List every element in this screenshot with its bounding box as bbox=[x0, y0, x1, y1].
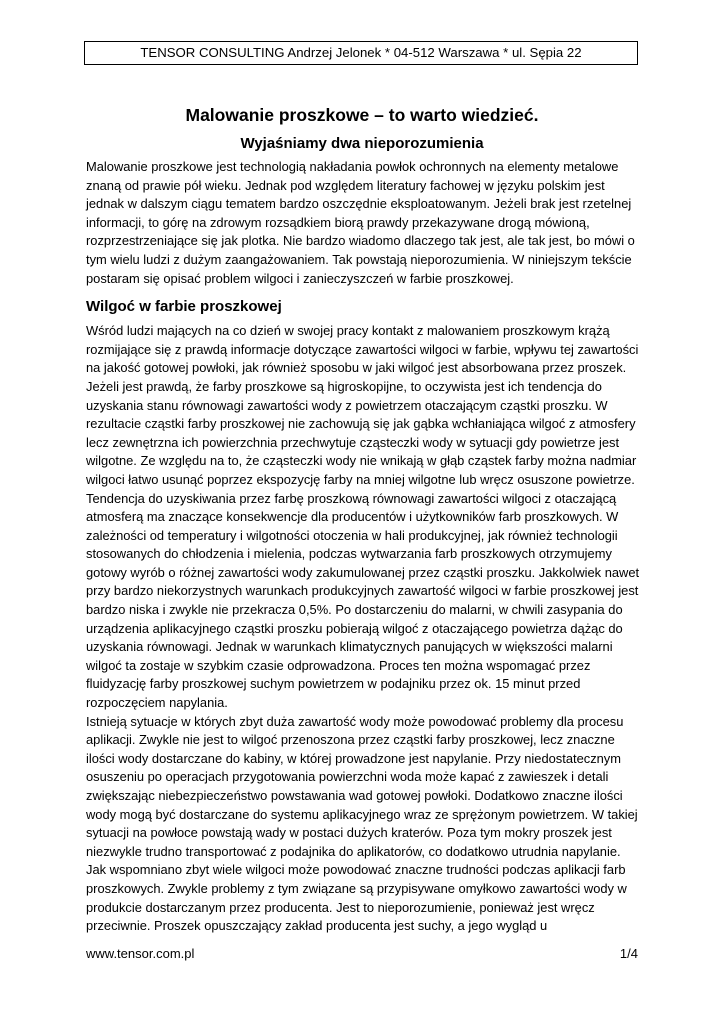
section-heading-moisture: Wilgoć w farbie proszkowej bbox=[86, 298, 282, 316]
body-paragraph: Istnieją sytuacje w których zbyt duża zawartość wody może powodować problemy dla procesu aplikacji. Zwykle nie jest to wilgoć przenoszona przez cząstki farby proszkowej, lecz znaczne ilości wody dostarczane do kabiny, w której prowadzone jest napylanie. Przy niedostatecznym osuszeniu po operacjach przygotowania powierzchni woda może kapać z zawieszek i detali zwiększając niebezpieczeństwo powstawania wad gotowej powłoki. Dodatkowo znaczne ilości wody mogą być dostarczane do systemu aplikacyjnego wraz ze sprężonym powietrzem. W takiej sytuacji na powłoce powstają wady w postaci dużych kraterów. Poza tym mokry proszek jest niezwykle trudno transportować z podajnika do aplikatorów, co dodatkowo utrudnia napylanie. bbox=[86, 713, 638, 859]
page-subtitle: Wyjaśniamy dwa nieporozumienia bbox=[240, 135, 484, 152]
page-title: Malowanie proszkowe – to warto wiedzieć. bbox=[185, 105, 539, 125]
footer-website-link[interactable]: www.tensor.com.pl bbox=[86, 946, 195, 961]
body-paragraph: Tendencja do uzyskiwania przez farbę proszkową równowagi zawartości wilgoci z otaczającą atmosferą ma znaczące konsekwencje dla producentów i użytkowników farb proszkowych. W zależności od temperatury i wilgotności otoczenia w hali produkcyjnej, jak również technologii stosowanych do chłodzenia i mielenia, podczas wytwarzania farb proszkowych otrzymujemy gotowy wyrób o różnej zawartości wody zakumulowanej przez cząstki proszku. Jakkolwiek nawet przy bardzo niekorzystnych warunkach produkcyjnych zawartość wilgoci w farbie proszkowej jest bardzo niska i zwykle nie przekracza 0,5%. Po dostarczeniu do malarni, w chwili zasypania do urządzenia aplikacyjnego cząstki proszku pobierają wilgoć z otaczającego powietrza dążąc do uzyskania równowagi. Jednak w warunkach klimatycznych panujących w większości malarni wilgoć ta zostaje w szybkim czasie odprowadzona. Proces ten można wspomagać przez fluidyzację farby proszkowej suchym powietrzem w podajniku przez ok. 15 minut przed rozpoczęciem napylania. bbox=[86, 490, 640, 711]
body-paragraph: Jeżeli jest prawdą, że farby proszkowe są higroskopijne, to oczywista jest ich tendencja do uzyskania stanu równowagi zawartości wody z powietrzem otaczającym cząstki proszku. W rezultacie cząstki farby proszkowej nie zachowują się jak gąbka wchłaniająca wilgoć z atmosfery lecz zewnętrzna ich powierzchnia przechwytuje cząsteczki wody w sytuacji gdy powietrze jest wilgotne. Ze względu na to, że cząsteczki wody nie wnikają w głąb cząstek farby można nadmiar wilgoci łatwo usunąć poprzez ekspozycję farby na mniej wilgotne lub wręcz osuszone powietrze. bbox=[86, 378, 637, 487]
letterhead: TENSOR CONSULTING Andrzej Jelonek * 04-512 Warszawa * ul. Sępia 22 bbox=[84, 41, 638, 65]
intro-paragraph: Malowanie proszkowe jest technologią nakładania powłok ochronnych na elementy metalowe znaną od prawie pół wieku. Jednak pod względem literatury fachowej w języku polskim jest jednak w dalszym ciągu tematem bardzo oszczędnie eksploatowanym. Jeżeli brak jest rzetelnej informacji, to górę na zdrowym rozsądkiem biorą prawdy przekazywane drogą mówioną, rozprzestrzeniające się jak plotka. Nie bardzo wiadomo dlaczego tak jest, ale tak jest, bo mówi o tym wielu ludzi z dużym zaangażowaniem. Tak powstają nieporozumienia. W niniejszym tekście postaram się opisać problem wilgoci i zanieczyszczeń w farbie proszkowej. bbox=[86, 159, 635, 286]
body-paragraph: Jak wspomniano zbyt wiele wilgoci może powodować znaczne trudności podczas aplikacji farb proszkowych. Zwykle problemy z tym związane są przypisywane omyłkowo zawartości wody w produkcie dostarczanym przez producenta. Jest to nieporozumienie, ponieważ jest wręcz przeciwnie. Proszek opuszczający zakład producenta jest suchy, a jego wygląd u bbox=[86, 862, 627, 934]
body-paragraph: Wśród ludzi mających na co dzień w swojej pracy kontakt z malowaniem proszkowym krążą rozmijające się z prawdą informacje dotyczące zawartości wilgoci w farbie, wpływu tej zawartości na jakość gotowej powłoki, jak również sposobu w jaki wilgoć jest absorbowana przez proszek. bbox=[86, 323, 639, 376]
document-body bbox=[86, 158, 640, 936]
page-number: 1/4 bbox=[619, 946, 638, 961]
